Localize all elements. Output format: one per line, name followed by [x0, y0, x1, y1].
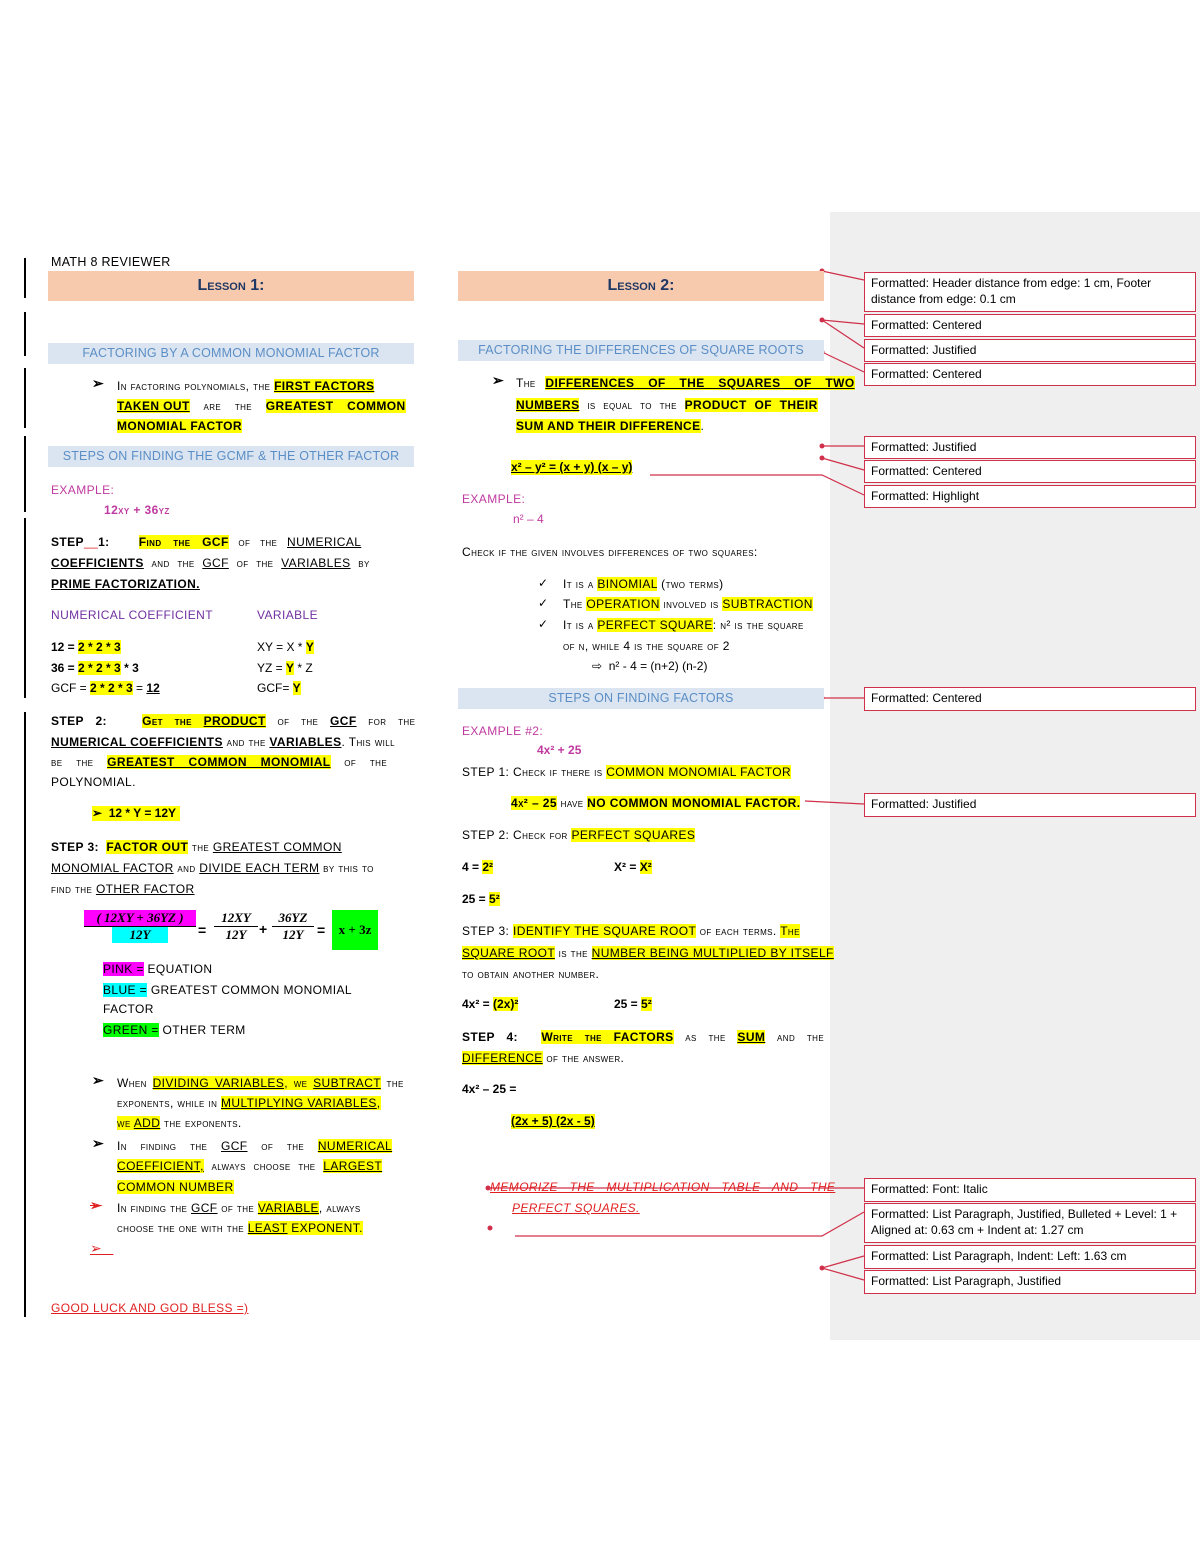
- comment-box[interactable]: [864, 363, 1196, 386]
- equation-green-result: x + 3z: [332, 910, 378, 950]
- lesson-2-bullet-1: The DIFFERENCES OF THE SQUARES OF TWO: [516, 376, 855, 390]
- example-expression: n² – 4: [513, 512, 544, 526]
- arrow-bullet-icon: ➢: [492, 372, 504, 388]
- step-2-line3: be the GREATEST COMMON MONOMIAL of the: [51, 755, 388, 769]
- comment-box[interactable]: [864, 485, 1196, 508]
- arrow-bullet-icon: ➢: [92, 375, 104, 391]
- equation-pink-fraction: $\frac{( 12XY + 36YZ )}{12Y}$: [84, 910, 196, 943]
- square-root-row: 4x² = (2x)²: [462, 997, 519, 1011]
- lesson-2-title: Lesson 2:: [458, 271, 824, 301]
- factor-row-var: YZ = Y * Z: [257, 661, 313, 675]
- comment-box[interactable]: [864, 1178, 1196, 1202]
- lesson-1-bullet-4: In finding the GCF of the VARIABLE, always: [117, 1201, 361, 1215]
- comment-text: Formatted: List Paragraph, Indent: Left: 1.63 cm: [871, 1249, 1127, 1263]
- perfect-square-row-var: X² = X²: [614, 860, 652, 874]
- arrow-bullet-icon: ➢: [92, 1135, 104, 1151]
- perfect-square-row: 4 = 2²: [462, 860, 494, 874]
- comment-text: Formatted: Centered: [871, 464, 982, 478]
- legend-green: GREEN = OTHER TERM: [103, 1023, 246, 1037]
- square-root-row-2: 25 = 5²: [614, 997, 652, 1011]
- factor-row: GCF = 2 * 2 * 3 = 12: [51, 681, 160, 695]
- lesson-2-step-4: STEP 4: Write the FACTORS as the SUM and the: [462, 1030, 825, 1044]
- step-3-line1: STEP 3: FACTOR OUT the GREATEST COMMON: [51, 840, 342, 854]
- lesson-1-bullet-3: In finding the GCF of the NUMERICAL: [117, 1139, 393, 1153]
- step-3-line3: find the OTHER FACTOR: [51, 882, 195, 896]
- comment-box[interactable]: [864, 272, 1196, 312]
- deleted-arrow-bullet-icon: ➢: [90, 1240, 114, 1256]
- lesson-1-bullet-1: In factoring polynomials, the FIRST FACTORS: [117, 379, 375, 393]
- lesson-1-steps-heading: STEPS ON FINDING THE GCMF & THE OTHER FACTOR: [48, 446, 414, 467]
- equation-fraction-2: $\frac{36YZ}{12Y}$: [272, 910, 314, 943]
- step-1-line1: STEP__1: Find the GCF of the NUMERICAL: [51, 535, 362, 549]
- arrow-bullet-icon: ➢: [92, 806, 103, 820]
- step-1-line3: PRIME FACTORIZATION.: [51, 577, 200, 591]
- check-result: ⇨ n² - 4 = (n+2) (n-2): [592, 659, 708, 673]
- lesson-1-bullet-4-line2: choose the one with the LEAST EXPONENT.: [117, 1221, 363, 1235]
- lesson-1-bullet-3-line2: COEFFICIENT, always choose the LARGEST: [117, 1159, 383, 1173]
- lesson-2-step-4-line2: DIFFERENCE of the answer.: [462, 1051, 625, 1065]
- equation-fraction-1: $\frac{12XY}{12Y}$: [214, 910, 258, 943]
- comment-text: Formatted: Justified: [871, 797, 977, 811]
- check-item: The OPERATION involved is SUBTRACTION: [563, 597, 813, 611]
- lesson-2-step-3: STEP 3: IDENTIFY THE SQUARE ROOT of each terms. The: [462, 924, 800, 938]
- lesson-1-bullet-3-line3: COMMON NUMBER: [117, 1180, 234, 1194]
- example-label: EXAMPLE:: [51, 483, 115, 497]
- check-intro: Check if the given involves differences of two squares:: [462, 545, 758, 559]
- plus-sign: +: [259, 921, 268, 937]
- factor-row: 36 = 2 * 2 * 3 * 3: [51, 661, 139, 675]
- comment-text: Formatted: Centered: [871, 367, 982, 381]
- factor-row-var: GCF= Y: [257, 681, 301, 695]
- comment-box[interactable]: [864, 1270, 1196, 1294]
- lesson-2-step-2: STEP 2: Check for PERFECT SQUARES: [462, 828, 696, 842]
- closing-message: GOOD LUCK AND GOD BLESS =): [51, 1301, 249, 1315]
- check-item: It is a PERFECT SQUARE: n² is the square: [563, 618, 804, 632]
- comment-text: Formatted: Font: Italic: [871, 1182, 988, 1196]
- step-2-line2: NUMERICAL COEFFICIENTS and the VARIABLES. This will: [51, 735, 396, 749]
- lesson-2-step-3-line3: to obtain another number.: [462, 967, 600, 981]
- step-3-line2: MONOMIAL FACTOR and DIVIDE EACH TERM by this to: [51, 861, 374, 875]
- step-2-result: ➢ 12 * Y = 12Y: [92, 806, 180, 821]
- lesson-2-bullet-1-line2: NUMBERS is equal to the PRODUCT OF THEIR: [516, 398, 818, 412]
- comment-text: Formatted: List Paragraph, Justified: [871, 1274, 1062, 1288]
- comment-box[interactable]: [864, 1245, 1196, 1269]
- document-header: MATH 8 REVIEWER: [51, 255, 171, 269]
- step-2-line1: STEP 2: Get the PRODUCT of the GCF for the: [51, 714, 416, 728]
- legend-blue-line2: FACTOR: [103, 1002, 154, 1016]
- lesson-1-title: Lesson 1:: [48, 271, 414, 301]
- comment-box[interactable]: [864, 1203, 1196, 1243]
- lesson-2-step-4-expression: 4x² – 25 =: [462, 1082, 517, 1096]
- memo-line-2: PERFECT SQUARES.: [512, 1201, 640, 1215]
- factor-row: 12 = 2 * 2 * 3: [51, 640, 121, 654]
- comment-text: Formatted: List Paragraph, Justified, Bulleted + Level: 1 + Aligned at: 0.63 cm + Indent at: 1.27 cm: [871, 1207, 1178, 1237]
- comment-text: Formatted: Justified: [871, 343, 977, 357]
- numerical-coefficient-header: NUMERICAL COEFFICIENT: [51, 608, 213, 622]
- perfect-square-row: 25 = 5²: [462, 892, 500, 906]
- lesson-1-bullet-1-line3: MONOMIAL FACTOR: [117, 419, 242, 433]
- lesson-2-step-1: STEP 1: Check if there is COMMON MONOMIAL FACTOR: [462, 765, 792, 779]
- deleted-arrow-bullet-icon: ➢: [90, 1197, 102, 1213]
- comment-text: Formatted: Header distance from edge: 1 cm, Footer distance from edge: 0.1 cm: [871, 276, 1152, 306]
- equals-sign: =: [317, 922, 326, 938]
- legend-blue: BLUE = GREATEST COMMON MONOMIAL: [103, 983, 352, 997]
- check-icon: ✓: [538, 576, 549, 590]
- step-1-line2: COEFFICIENTS and the GCF of the VARIABLES by: [51, 556, 370, 570]
- example-2-label: EXAMPLE #2:: [462, 724, 544, 738]
- factor-row-var: XY = X * Y: [257, 640, 314, 654]
- comment-text: Formatted: Centered: [871, 691, 982, 705]
- check-icon: ✓: [538, 596, 549, 610]
- lesson-2-step-3-line2: SQUARE ROOT is the NUMBER BEING MULTIPLIED BY ITSELF: [462, 946, 834, 960]
- comment-box[interactable]: [864, 339, 1196, 362]
- final-answer: (2x + 5) (2x - 5): [511, 1114, 595, 1128]
- check-item: It is a BINOMIAL (two terms): [563, 577, 724, 591]
- arrow-bullet-icon: ➢: [92, 1072, 104, 1088]
- legend-pink: PINK = EQUATION: [103, 962, 213, 976]
- step-2-line4: POLYNOMIAL.: [51, 775, 136, 789]
- lesson-1-subheading: FACTORING BY A COMMON MONOMIAL FACTOR: [48, 343, 414, 364]
- lesson-1-bullet-1-line2: TAKEN OUT are the GREATEST COMMON: [117, 399, 406, 413]
- comment-box[interactable]: [864, 436, 1196, 459]
- lesson-1-bullet-2-line2: exponents, while in MULTIPLYING VARIABLES,: [117, 1096, 381, 1110]
- lesson-1-bullet-2-line3: we ADD the exponents.: [117, 1116, 242, 1130]
- memo-line-1: MEMORIZE THE MULTIPLICATION TABLE AND THE: [490, 1180, 836, 1194]
- check-item-line2: of n, while 4 is the square of 2: [563, 639, 730, 653]
- lesson-2-subheading: FACTORING THE DIFFERENCES OF SQUARE ROOTS: [458, 340, 824, 361]
- arrow-right-icon: ⇨: [592, 659, 603, 673]
- comment-text: Formatted: Highlight: [871, 489, 980, 503]
- check-icon: ✓: [538, 617, 549, 631]
- lesson-2-step-1-result: 4x² – 25 have NO COMMON MONOMIAL FACTOR.: [511, 796, 801, 810]
- lesson-1-bullet-2: When DIVIDING VARIABLES, we SUBTRACT the: [117, 1076, 404, 1090]
- variable-header: VARIABLE: [257, 608, 319, 622]
- lesson-2-bullet-1-line3: SUM AND THEIR DIFFERENCE.: [516, 419, 705, 433]
- equals-sign: =: [198, 922, 207, 938]
- comment-box[interactable]: [864, 314, 1196, 337]
- example-2-expression: 4x² + 25: [537, 743, 582, 757]
- example-expression: 12xy + 36yz: [104, 503, 170, 517]
- comment-text: Formatted: Centered: [871, 318, 982, 332]
- comment-text: Formatted: Justified: [871, 440, 977, 454]
- comment-box[interactable]: [864, 460, 1196, 483]
- lesson-2-steps-heading: STEPS ON FINDING FACTORS: [458, 688, 824, 709]
- comment-box[interactable]: [864, 793, 1196, 817]
- example-label: EXAMPLE:: [462, 492, 526, 506]
- difference-of-squares-formula: x² – y² = (x + y) (x – y): [511, 460, 633, 474]
- comment-box[interactable]: [864, 687, 1196, 711]
